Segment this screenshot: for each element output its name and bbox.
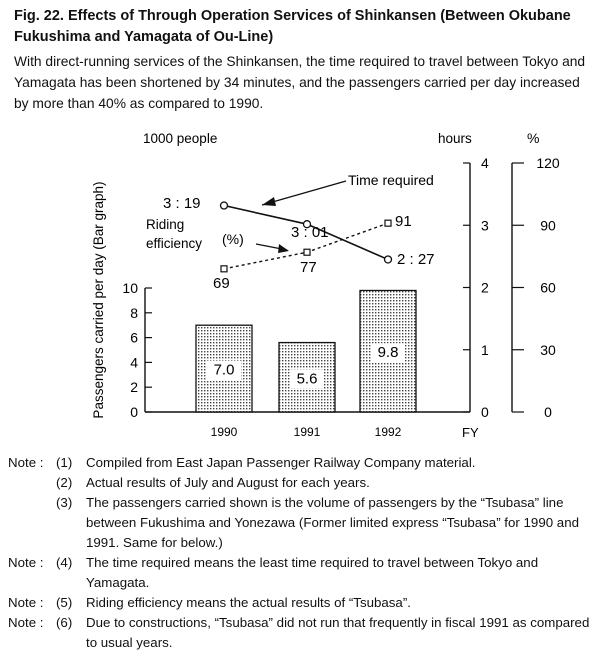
time-required-point <box>385 256 392 263</box>
riding-efficiency-unit-label: (%) <box>222 231 244 247</box>
note-head: Note : <box>8 455 44 470</box>
percent-tick-label: 30 <box>540 341 556 358</box>
x-tick-label: 1991 <box>293 425 321 439</box>
note-text: The passengers carried shown is the volume of passengers by the “Tsubasa” line between Fukushima and Yonezawa (Former limited express “Tsubasa” for 1990 and 1991. Same for below.) <box>86 495 579 550</box>
hours-tick-label: 4 <box>481 155 489 171</box>
riding-efficiency-pointer-head <box>278 244 289 253</box>
percent-tick-label: 60 <box>540 279 556 296</box>
note-head: Note : <box>8 555 44 570</box>
time-required-series-label: Time required <box>348 172 434 188</box>
percent-tick-label: 120 <box>536 155 560 171</box>
note-number: (6) <box>56 615 73 630</box>
riding-efficiency-point <box>304 249 310 255</box>
note-1 <box>8 453 594 473</box>
note-head <box>8 473 56 493</box>
riding-efficiency-value-label: 91 <box>395 213 412 230</box>
time-required-value-label: 2 : 27 <box>397 251 435 268</box>
percent-tick-label: 0 <box>544 404 552 420</box>
riding-efficiency-value-label: 77 <box>300 259 317 276</box>
note-6 <box>8 613 594 653</box>
left-tick-label: 4 <box>130 354 138 371</box>
bar-value-label: 5.6 <box>296 370 318 388</box>
note-head: Note : <box>8 615 44 630</box>
note-head <box>8 493 56 553</box>
x-tick-label: 1992 <box>374 425 402 439</box>
hours-tick-label: 3 <box>481 217 489 234</box>
note-3 <box>8 493 594 553</box>
time-required-value-label: 3 : 19 <box>163 195 201 212</box>
left-tick-label: 0 <box>130 404 138 420</box>
bar-value-label: 9.8 <box>377 344 399 362</box>
riding-efficiency-point <box>385 220 391 226</box>
note-text: Actual results of July and August for each years. <box>86 475 370 490</box>
time-required-pointer-head <box>262 197 276 206</box>
note-text: Due to constructions, “Tsubasa” did not run that frequently in fiscal 1991 as compared to usual years. <box>86 615 590 650</box>
time-required-point <box>221 202 228 209</box>
note-2 <box>8 473 594 493</box>
x-axis-label: FY <box>462 425 479 440</box>
note-5 <box>8 593 594 613</box>
note-number: (5) <box>56 595 73 610</box>
bar-value-label: 7.0 <box>213 361 235 379</box>
note-number: (4) <box>56 555 73 570</box>
left-axis-unit: 1000 people <box>143 131 218 146</box>
note-4 <box>8 553 594 593</box>
riding-efficiency-point <box>221 266 227 272</box>
note-number: (2) <box>56 475 73 490</box>
riding-efficiency-series-label: Riding <box>146 217 185 232</box>
riding-efficiency-series-label-2: efficiency <box>146 236 203 251</box>
notes <box>8 453 594 653</box>
hours-tick-label: 2 <box>481 279 489 296</box>
note-number: (3) <box>56 495 73 510</box>
percent-axis-unit: % <box>527 130 540 146</box>
left-tick-label: 8 <box>130 304 138 321</box>
left-tick-label: 2 <box>130 379 138 396</box>
left-tick-label: 6 <box>130 329 138 346</box>
riding-efficiency-value-label: 69 <box>213 275 230 292</box>
figure-title-line1: Fig. 22. Effects of Through Operation Services of Shinkansen (Between Okubane <box>14 8 571 24</box>
hours-tick-label: 1 <box>481 341 489 358</box>
time-required-value-label: 3 : 01 <box>291 224 329 241</box>
intro-paragraph: With direct-running services of the Shinkansen, the time required to travel between Tokyo and Yamagata has been shortened by 34 minutes, and the passengers carried per day increased by more than 40% as compared to 1990. <box>14 54 586 111</box>
hours-axis-unit: hours <box>438 131 472 146</box>
x-tick-label: 1990 <box>210 425 238 439</box>
note-number: (1) <box>56 455 73 470</box>
hours-tick-label: 0 <box>481 404 489 420</box>
note-text: The time required means the least time required to travel between Tokyo and Yamagata. <box>86 555 539 590</box>
figure-title-line2: Fukushima and Yamagata of Ou-Line) <box>14 29 274 45</box>
note-head: Note : <box>8 595 44 610</box>
note-text: Riding efficiency means the actual results of “Tsubasa”. <box>86 595 411 610</box>
left-tick-label: 10 <box>122 280 138 296</box>
left-axis-label: Passengers carried per day (Bar graph) <box>91 181 106 419</box>
note-text: Compiled from East Japan Passenger Railway Company material. <box>86 455 476 470</box>
percent-tick-label: 90 <box>540 217 556 234</box>
